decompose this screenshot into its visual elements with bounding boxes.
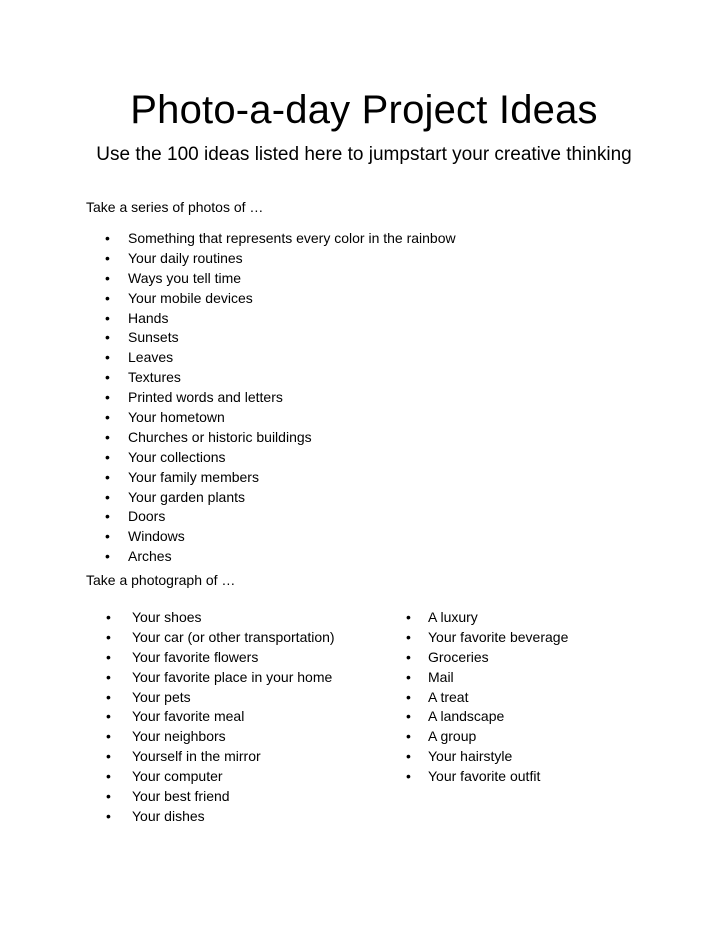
list-item-text: Your favorite outfit [428,768,541,785]
list-item-text: A landscape [428,708,505,725]
list-item [106,668,335,688]
list-item [105,249,456,269]
bullet-icon: • [105,369,110,386]
bullet-icon: • [105,289,110,306]
bullet-icon: • [105,528,110,545]
list-item [106,628,335,648]
list-item [406,608,568,628]
list-item [105,388,456,408]
bullet-icon: • [106,748,111,765]
list-item [105,448,456,468]
list-item-text: Sunsets [128,329,179,346]
bullet-icon: • [105,329,110,346]
list-item-text: Your car (or other transportation) [132,628,335,645]
list-item [105,348,456,368]
list-item [105,309,456,329]
list-item [106,648,335,668]
page-title: Photo-a-day Project Ideas [130,88,598,132]
list-item-text: Textures [128,369,181,386]
bullet-icon: • [105,409,110,426]
list-item-text: Your hairstyle [428,748,513,765]
bullet-icon: • [105,548,110,565]
list-item [406,628,569,648]
section2-intro: Take a photograph of … [86,572,236,588]
bullet-icon: • [105,269,110,286]
list-item [105,428,456,448]
list-item-text: Windows [128,528,185,545]
bullet-icon: • [105,230,110,246]
list-item-text: Churches or historic buildings [128,428,312,445]
list-item [106,807,335,827]
list-item [106,747,335,767]
list-item-text: A treat [428,688,469,705]
bullet-icon: • [406,648,411,665]
bullet-icon: • [105,448,110,465]
list-item-text: Your pets [132,688,191,705]
list-item-text: Your computer [132,768,223,785]
list-item-text: Your daily routines [128,249,243,266]
bullet-icon: • [406,628,411,645]
list-item [105,269,456,289]
bullet-icon: • [106,628,111,645]
list-item-text: Something that represents every color in the rainbow [128,230,456,246]
series-photos-list [105,229,456,567]
photograph-list-left [106,608,335,827]
bullet-icon: • [406,708,411,725]
list-item-text: Your favorite meal [132,708,245,725]
list-item [105,527,456,547]
list-item-text: Hands [128,309,169,326]
bullet-icon: • [406,748,411,765]
list-item [105,328,456,348]
list-item [406,707,568,727]
list-item-text: Your dishes [132,807,205,824]
bullet-icon: • [406,768,411,785]
bullet-icon: • [106,708,111,725]
list-item [106,767,335,787]
bullet-icon: • [106,728,111,745]
bullet-icon: • [105,249,110,266]
list-item-text: Mail [428,668,454,685]
bullet-icon: • [105,488,110,505]
list-item-text: Your favorite place in your home [132,668,333,685]
list-item [406,747,568,767]
bullet-icon: • [406,728,411,745]
list-item-text: A group [428,728,477,745]
list-item-text: Your family members [128,468,259,485]
list-item-text: Your shoes [132,609,202,625]
bullet-icon: • [106,688,111,705]
list-item-text: Ways you tell time [128,269,242,286]
list-item-text: Your hometown [128,409,225,426]
list-item-text: Your favorite flowers [132,648,259,665]
list-item [106,727,335,747]
bullet-icon: • [105,508,110,525]
bullet-icon: • [106,807,111,824]
list-item [406,668,568,688]
list-item [406,727,568,747]
list-item-text: Your neighbors [132,728,226,745]
list-item-text: Leaves [128,349,174,366]
bullet-icon: • [406,609,411,625]
section1-intro: Take a series of photos of … [86,199,264,215]
list-item-text: Yourself in the mirror [132,748,261,765]
list-item-text: Your mobile devices [128,289,253,306]
bullet-icon: • [105,389,110,406]
list-item-text: Your garden plants [128,488,246,505]
bullet-icon: • [105,349,110,366]
list-item [406,648,568,668]
bullet-icon: • [106,768,111,785]
list-item [106,608,335,628]
bullet-icon: • [105,468,110,485]
bullet-icon: • [106,609,111,625]
list-item-text: Arches [128,548,172,565]
list-item-text: A luxury [428,609,478,625]
list-item [106,787,335,807]
list-item-text: Doors [128,508,166,525]
list-item-text: Your collections [128,448,226,465]
list-item [105,547,456,567]
bullet-icon: • [106,648,111,665]
bullet-icon: • [105,309,110,326]
list-item [105,229,456,249]
list-item [406,767,568,787]
list-item-text: Groceries [428,648,489,665]
list-item [406,688,568,708]
bullet-icon: • [106,668,111,685]
bullet-icon: • [406,668,411,685]
list-item [106,707,335,727]
list-item [105,408,456,428]
list-item-text: Your best friend [132,788,230,805]
list-item [106,688,335,708]
list-item [105,507,456,527]
page-subtitle: Use the 100 ideas listed here to jumpstart your creative thinking [96,144,632,165]
bullet-icon: • [406,688,411,705]
photograph-list-right [406,608,569,787]
list-item [105,289,456,309]
list-item-text: Printed words and letters [128,389,283,406]
bullet-icon: • [105,428,110,445]
bullet-icon: • [106,788,111,805]
list-item-text: Your favorite beverage [428,628,569,645]
list-item [105,368,456,388]
list-item [105,488,456,508]
list-item [105,468,456,488]
